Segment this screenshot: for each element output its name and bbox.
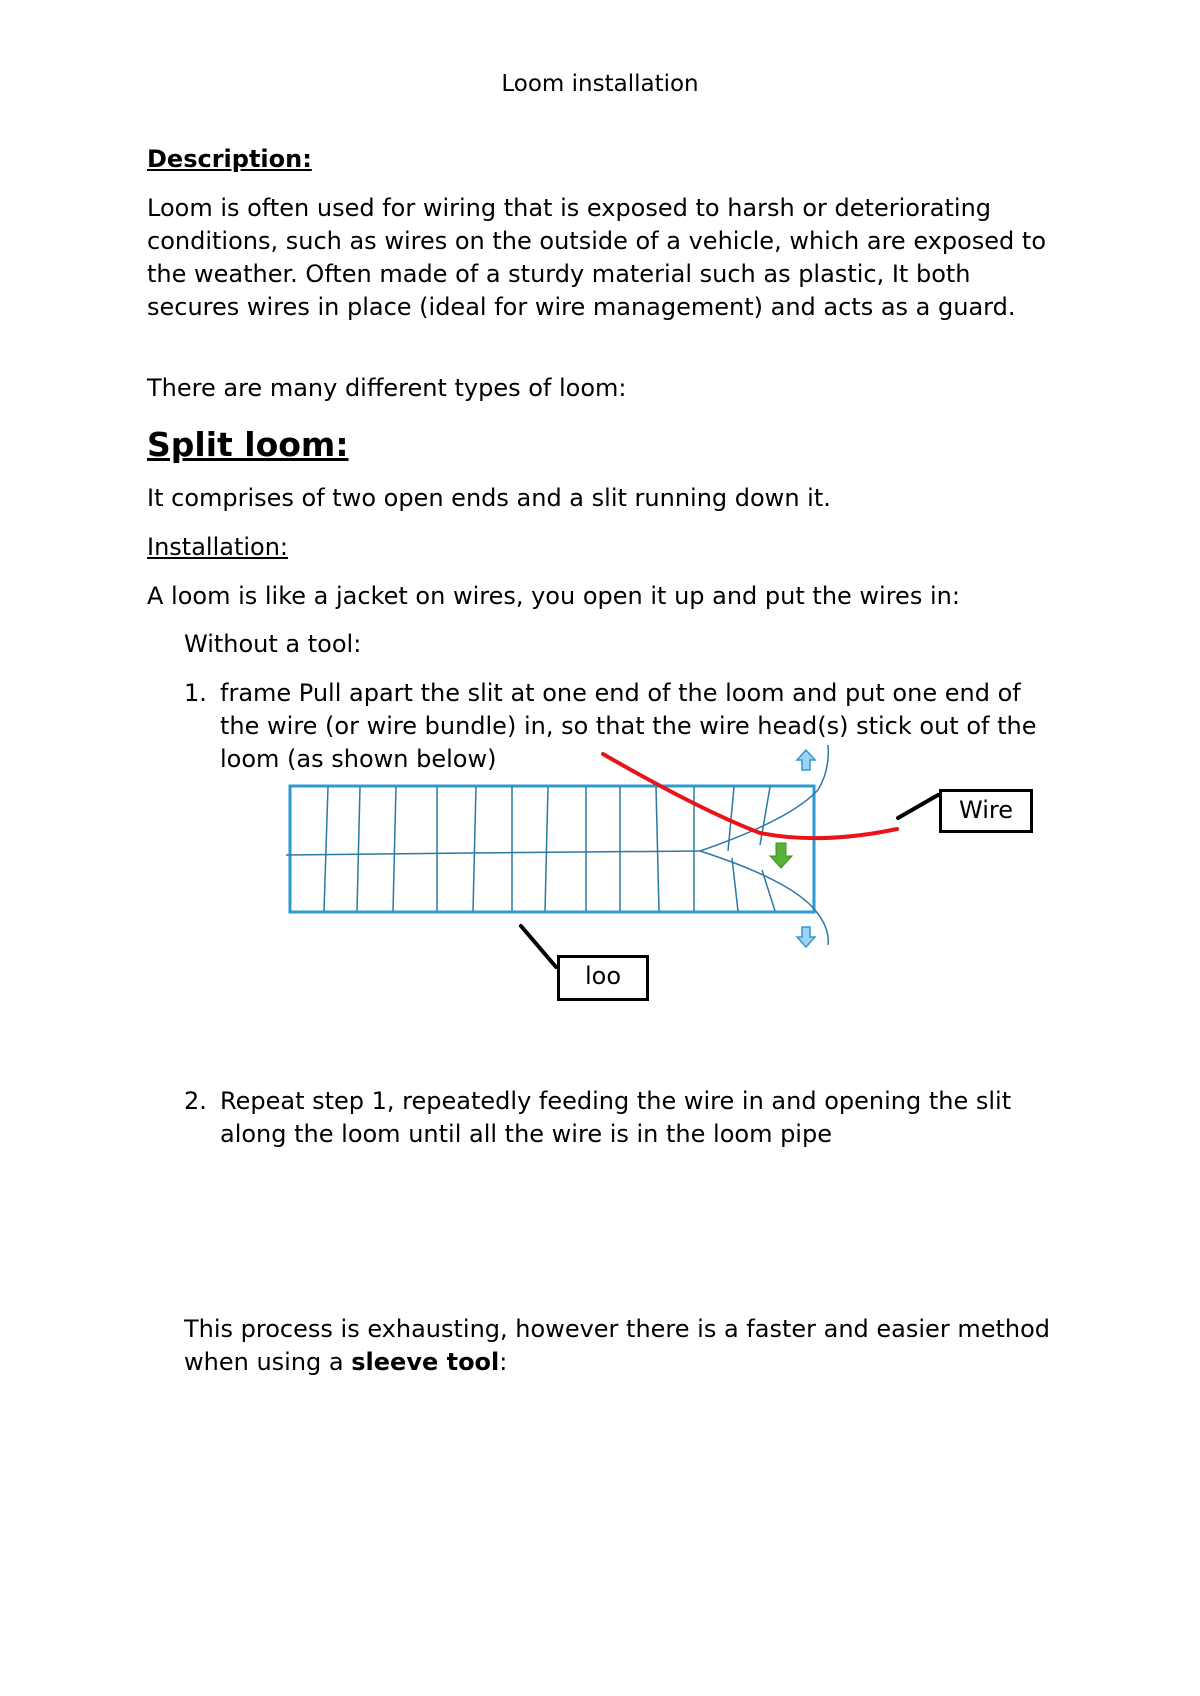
step-1-line-2: the wire (or wire bundle) in, so that the wire head(s) stick out of the bbox=[220, 712, 1037, 740]
description-line-1: Loom is often used for wiring that is exposed to harsh or deteriorating bbox=[147, 194, 992, 222]
step-1-line-3: loom (as shown below) bbox=[220, 745, 497, 773]
loom-slit-line bbox=[286, 851, 700, 855]
up-arrow-icon bbox=[797, 750, 815, 770]
down-arrow-icon bbox=[797, 927, 815, 947]
step-1-number: 1. bbox=[184, 679, 207, 707]
closing-prefix: when using a bbox=[184, 1348, 352, 1376]
wire-line bbox=[603, 754, 897, 838]
step-2-number: 2. bbox=[184, 1087, 207, 1115]
closing-suffix: : bbox=[499, 1348, 508, 1376]
types-intro: There are many different types of loom: bbox=[147, 374, 627, 402]
without-tool-label: Without a tool: bbox=[184, 630, 362, 658]
step-2-line-1: Repeat step 1, repeatedly feeding the wire in and opening the slit bbox=[220, 1087, 1012, 1115]
description-heading: Description: bbox=[147, 145, 312, 173]
step-2-line-2: along the loom until all the wire is in the loom pipe bbox=[220, 1120, 832, 1148]
closing-line-2 bbox=[184, 1346, 507, 1379]
description-line-4: secures wires in place (ideal for wire management) and acts as a guard. bbox=[147, 293, 1016, 321]
wire-callout-line bbox=[898, 795, 938, 818]
wire-label: Wire bbox=[939, 789, 1033, 833]
green-down-arrow-icon bbox=[770, 843, 792, 868]
closing-line-1: This process is exhausting, however there is a faster and easier method bbox=[184, 1315, 1051, 1343]
page-title: Loom installation bbox=[501, 71, 699, 97]
installation-intro: A loom is like a jacket on wires, you open it up and put the wires in: bbox=[147, 582, 960, 610]
step-1-line-1: frame Pull apart the slit at one end of the loom and put one end of bbox=[220, 679, 1021, 707]
loom-callout-line bbox=[521, 926, 556, 967]
description-line-3: the weather. Often made of a sturdy material such as plastic, It both bbox=[147, 260, 971, 288]
description-line-2: conditions, such as wires on the outside of a vehicle, which are exposed to bbox=[147, 227, 1047, 255]
loom-label: loo bbox=[557, 955, 649, 1001]
split-loom-description: It comprises of two open ends and a slit running down it. bbox=[147, 484, 831, 512]
split-loom-heading: Split loom: bbox=[147, 425, 349, 464]
installation-heading: Installation: bbox=[147, 533, 289, 561]
sleeve-tool-term: sleeve tool bbox=[351, 1348, 500, 1376]
